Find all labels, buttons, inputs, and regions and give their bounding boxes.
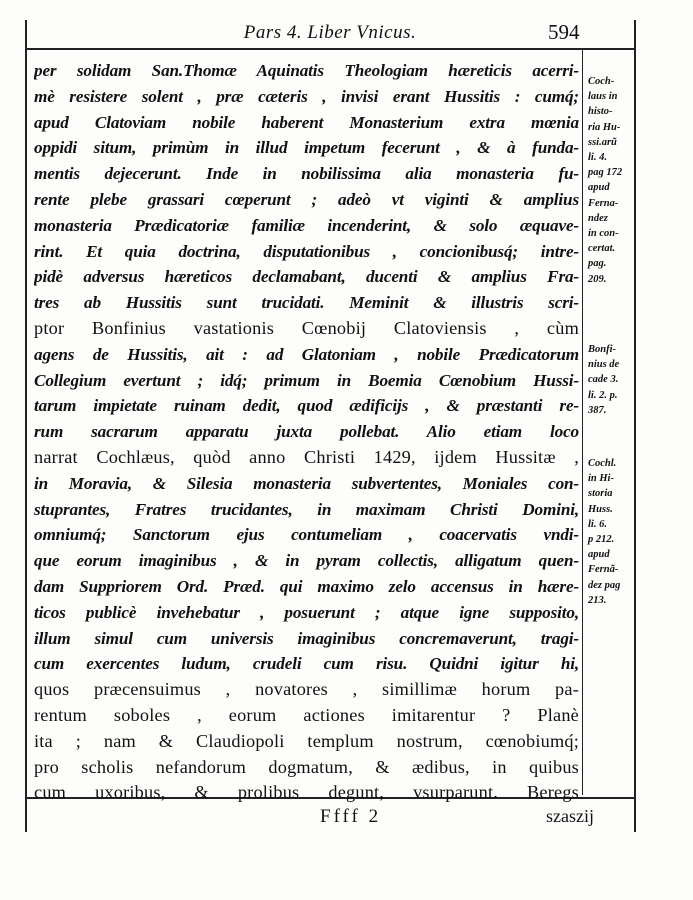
margin-note-line: certat.: [588, 243, 616, 255]
margin-note-line: apud: [588, 549, 610, 561]
text-line: cum uxoribus, & prolibus degunt, vsurparunt. Beregs: [34, 782, 579, 803]
text-line: oppidi situm, primùm in illud impetum fecerunt , & à funda-: [34, 138, 579, 158]
margin-note-line: Fernã-: [588, 564, 619, 576]
text-line: dam Suppriorem Ord. Præd. qui maximo zelo accensus in hære-: [34, 576, 579, 596]
text-line: ticos publicè invehebatur , posuerunt ; atque igne supposito,: [34, 602, 579, 622]
text-line: stuprantes, Fratres trucidantes, in maximam Christi Domini,: [34, 499, 579, 519]
margin-note-bonfinius: [588, 342, 632, 418]
margin-note-line: pag 172: [588, 167, 623, 179]
text-line: quos præcensuimus , novatores , simillimæ horum pa-: [34, 679, 579, 700]
running-head: Pars 4. Liber Vnicus.: [243, 22, 417, 43]
margin-note-cochlaeus-historia: [588, 456, 632, 608]
page-number: 594: [548, 20, 580, 44]
margin-note-line: storia: [588, 488, 613, 500]
margin-note-line: li. 2. p.: [588, 389, 618, 401]
margin-note-line: apud: [588, 182, 610, 194]
margin-note-line: laus in: [588, 91, 618, 103]
margin-note-line: 213.: [588, 594, 607, 606]
margin-note-line: ssi.arũ: [588, 136, 617, 148]
text-line: pro scholis nefandorum dogmatum, & ædibus, in quibus: [34, 756, 579, 777]
margin-note-line: li. 4.: [588, 152, 607, 164]
text-line: ita ; nam & Claudiopoli templum nostrum, cœnobiumq́;: [34, 730, 579, 751]
margin-note-line: p 212.: [588, 534, 615, 546]
text-line: pidè adversus hæreticos declamabant, ducenti & amplius Fra-: [34, 267, 579, 287]
margin-note-line: li. 6.: [588, 518, 607, 530]
margin-divider-rule: [582, 50, 583, 795]
margin-note-line: dez pag: [588, 579, 621, 591]
text-line: rentum soboles , eorum actiones imitarentur ? Planè: [34, 704, 579, 725]
margin-note-line: Cochl.: [588, 458, 617, 469]
margin-note-line: pag.: [588, 258, 607, 270]
text-line: omniumq́; Sanctorum ejus contumeliam , coacervatis vndi-: [34, 525, 579, 545]
text-line: cum exercentes ludum, crudeli cum risu. Quidni igitur hi,: [34, 654, 579, 674]
catchword: szaszij: [546, 806, 594, 826]
text-line: monasteria Prædicatoriæ familiæ incenderint, & solo æquave-: [34, 215, 579, 235]
text-line: per solidam San.Thomæ Aquinatis Theologiam hæreticis acerri-: [34, 61, 579, 80]
margin-note-line: in con-: [588, 228, 619, 240]
text-line: tres ab Hussitis sunt trucidati. Meminit & illustris scri-: [34, 293, 579, 313]
text-line: que eorum imaginibus , & in pyram collectis, alligatum quen-: [34, 551, 579, 571]
text-line: ptor Bonfinius vastationis Cœnobij Clatoviensis , cùm: [34, 317, 579, 338]
text-line: illum simul cum universis imaginibus concremaverunt, tragi-: [34, 628, 579, 648]
text-line: rum sacrarum apparatu juxta pollebat. Alio etiam loco: [34, 422, 579, 442]
text-line: apud Clatoviam nobile haberent Monasterium extra mœnia: [34, 112, 579, 132]
text-line: in Moravia, & Silesia monasteria subvertentes, Moniales con-: [34, 473, 579, 493]
margin-note-cochlaeus: [588, 74, 632, 287]
text-line: rint. Et quia doctrina, disputationibus , concionibusq́; intre-: [34, 241, 579, 261]
margin-note-line: in Hi-: [588, 473, 614, 485]
margin-note-line: ria Hu-: [588, 121, 621, 133]
margin-note-line: Bonfi-: [588, 344, 617, 355]
text-line: agens de Hussitis, ait : ad Glatoniam , nobile Prædicatorum: [34, 344, 579, 364]
margin-note-line: 387.: [588, 404, 607, 416]
margin-note-line: ndez: [588, 212, 608, 224]
text-line: tarum impietate ruinam dedit, quod ædificijs , & præstanti re-: [34, 396, 579, 416]
signature-mark: Ffff 2: [320, 806, 382, 827]
margin-note-line: Coch-: [588, 76, 615, 87]
margin-note-line: Huss.: [588, 503, 613, 515]
margin-note-line: nius de: [588, 359, 620, 371]
margin-note-line: 209.: [588, 273, 607, 285]
main-text-block: [34, 58, 579, 806]
header-rule: [25, 48, 636, 50]
right-frame-rule: [634, 20, 636, 832]
text-line: mentis dejecerunt. Inde in nobilissima alia monasteria fu-: [34, 164, 579, 184]
text-line: rente plebe grassari cœperunt ; adeò vt viginti & amplius: [34, 189, 579, 209]
text-line: mè resistere solent , præ cæteris , invisi erant Hussitis : cumq́;: [34, 86, 579, 106]
text-line: Collegium evertunt ; idq́; primum in Boemia Cœnobium Hussi-: [34, 370, 579, 390]
left-frame-rule: [25, 20, 27, 832]
margin-note-line: Ferna-: [588, 197, 619, 209]
margin-note-line: histo-: [588, 106, 613, 118]
margin-note-line: cade 3.: [588, 374, 619, 386]
text-line: narrat Cochlæus, quòd anno Christi 1429, ijdem Hussitæ ,: [34, 446, 579, 467]
